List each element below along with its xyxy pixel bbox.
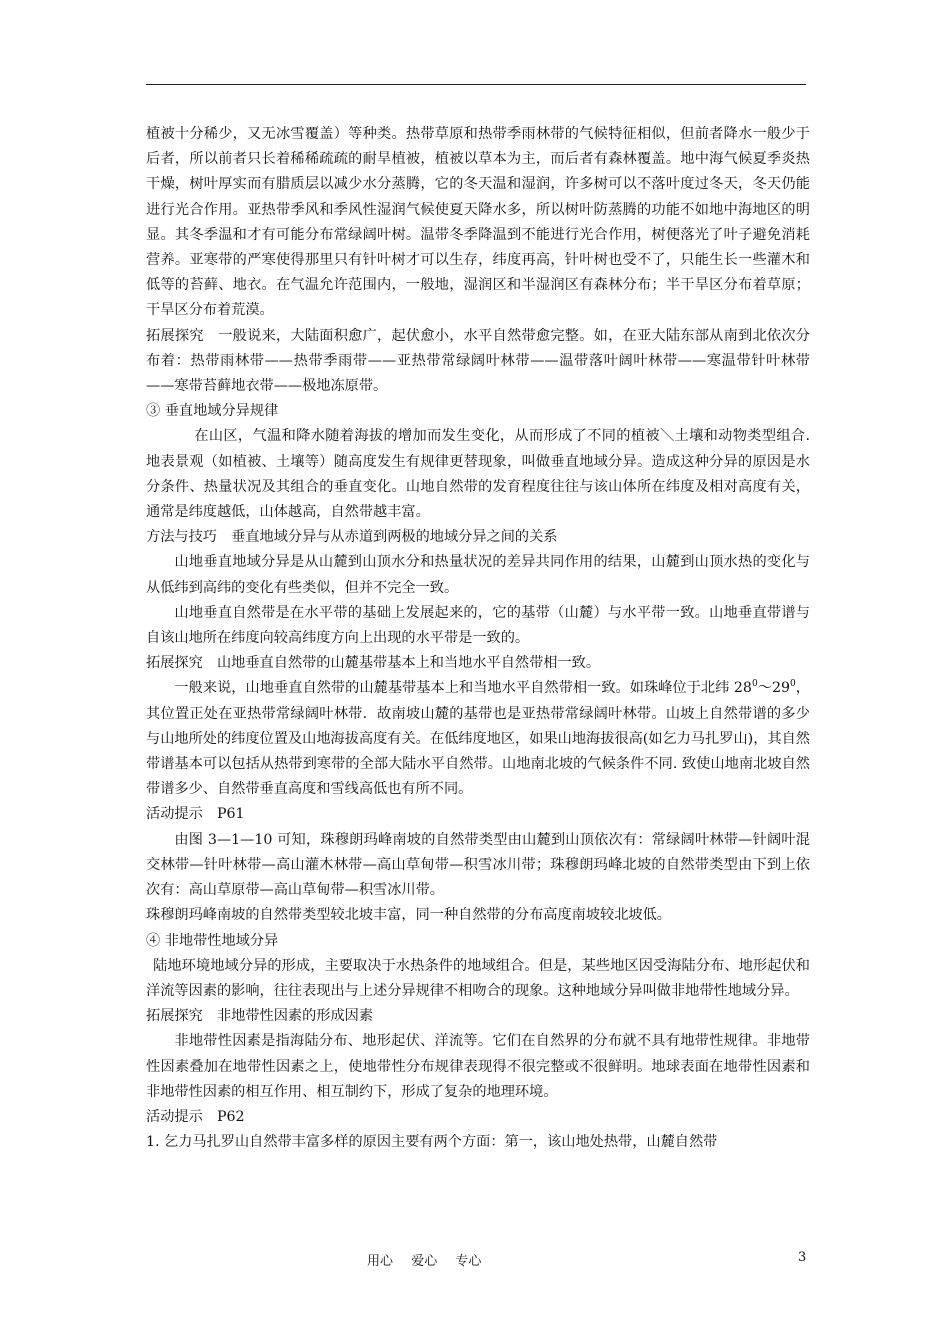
paragraph: 山地垂直自然带是在水平带的基础上发展起来的，它的基带（山麓）与水平带一致。山地垂直带谱与自该山地所在纬度向较高纬度方向上出现的水平带是一致的。 (146, 604, 810, 647)
page-number: 3 (798, 1250, 807, 1265)
header-rule (146, 84, 806, 85)
section-heading: ④ 非地带性地域分异 (146, 932, 279, 949)
footer-motto (367, 1250, 481, 1269)
section-heading: ③ 垂直地域分异规律 (146, 403, 279, 420)
paragraph: 非地带性因素是指海陆分布、地形起伏、洋流等。它们在自然界的分布就不具有地带性规律。非地带性因素叠加在地带性因素之上，使地带性分布规律表现得不很完整或不很鲜明。地球表面在地带性因素和非地带性因素的相互作用、相互制约下，形成了复杂的地理环境。 (146, 1033, 810, 1100)
degree-superscript: 0 (751, 679, 758, 690)
subheading: 拓展探究 非地带性因素的形成因素 (146, 1008, 374, 1025)
paragraph-text: 一般来说，山地垂直自然带的山麓基带基本上和当地水平自然带相一致。如珠峰位于北纬 28 (174, 680, 752, 697)
subheading: 活动提示 P61 (146, 806, 245, 823)
paragraph: 拓展探究 一般说来，大陆面积愈广，起伏愈小，水平自然带愈完整。如，在亚大陆东部从南到北依次分布着：热带雨林带——热带季雨带——亚热带常绿阔叶林带——温带落叶阔叶林带——寒温带针叶林带——寒带苔藓地衣带——极地冻原带。 (146, 327, 810, 395)
paragraph: 山地垂直地域分异是从山麓到山顶水分和热量状况的差异共同作用的结果，山麓到山顶水热的变化与从低纬到高纬的变化有些类似，但并不完全一致。 (146, 554, 810, 596)
paragraph (146, 676, 810, 802)
degree-superscript: 0 (790, 679, 796, 690)
paragraph: 在山区，气温和降水随着海拔的增加而发生变化，从而形成了不同的植被＼土壤和动物类型组合. 地表景观（如植被、土壤等）随高度发生有规律更替现象，叫做垂直地域分异。造成这种分异的原因是水分条件、热量状况及其组合的垂直变化。山地自然带的发育程度往往与该山体所在纬度及相对高度有关，通常是纬度越低，山体越高，自然带越丰富。 (146, 428, 810, 521)
footer-word: 爱心 (411, 1254, 438, 1269)
footer-word: 专心 (455, 1254, 482, 1269)
paragraph-text: ～29 (757, 680, 791, 697)
footer-word: 用心 (367, 1254, 394, 1269)
subheading: 方法与技巧 垂直地域分异与从赤道到两极的地域分异之间的关系 (146, 529, 558, 546)
page-footer (0, 1250, 950, 1272)
paragraph: 陆地环境地域分异的形成，主要取决于水热条件的地域组合。但是，某些地区因受海陆分布、地形起伏和洋流等因素的影响，往往表现出与上述分异规律不相吻合的现象。这种地域分异叫做非地带性地域分异。 (146, 957, 810, 999)
paragraph: 植被十分稀少，又无冰雪覆盖）等种类。热带草原和热带季雨林带的气候特征相似，但前者降水一般少于后者，所以前者只长着稀稀疏疏的耐旱植被，植被以草本为主，而后者有森林覆盖。地中海气候夏季炎热干燥，树叶厚实而有腊质层以减少水分蒸腾，它的冬天温和湿润，许多树可以不落叶度过冬天，冬天仍能进行光合作用。亚热带季风和季风性湿润气候使夏天降水多，所以树叶防蒸腾的功能不如地中海地区的明显。其冬季温和才有可能分布常绿阔叶树。温带冬季降温到不能进行光合作用，树便落光了叶子避免消耗营养。亚寒带的严寒使得那里只有针叶树才可以生存，纬度再高，针叶树也受不了，只能生长一些灌木和低等的苔藓、地衣。在气温允许范围内，一般地，湿润区和半湿润区有森林分布；半干旱区分布着草原；干旱区分布着荒漠。 (146, 126, 810, 319)
paragraph: 1. 乞力马扎罗山自然带丰富多样的原因主要有两个方面：第一，该山地处热带，山麓自然带 (146, 1134, 718, 1151)
subheading: 拓展探究 山地垂直自然带的山麓基带基本上和当地水平自然带相一致。 (146, 655, 601, 672)
paragraph: 由图 3—1—10 可知，珠穆朗玛峰南坡的自然带类型由山麓到山顶依次有：常绿阔叶林带—针阔叶混交林带—针叶林带—高山灌木林带—高山草甸带—积雪冰川带；珠穆朗玛峰北坡的自然带类型由下到上依次有：高山草原带—高山草甸带—积雪冰川带。 (146, 831, 810, 899)
subheading: 活动提示 P62 (146, 1108, 245, 1125)
paragraph-text: ，其位置正处在亚热带常绿阔叶林带．故南坡山麓的基带也是亚热带常绿阔叶林带。山坡上自然带谱的多少与山地所处的纬度位置及山地海拔高度有关。在低纬度地区，如果山地海拔很高(如乞力马扎罗山)，其自然带谱基本可以包括从热带到寒带的全部大陆水平自然带。山地南北坡的气候条件不同. 致使山地南北坡自然带谱多少、自然带垂直高度和雪线高低也有所不同。 (146, 680, 810, 798)
paragraph: 珠穆朗玛峰南坡的自然带类型较北坡丰富，同一种自然带的分布高度南坡较北坡低。 (146, 907, 671, 924)
document-body (146, 122, 810, 1155)
